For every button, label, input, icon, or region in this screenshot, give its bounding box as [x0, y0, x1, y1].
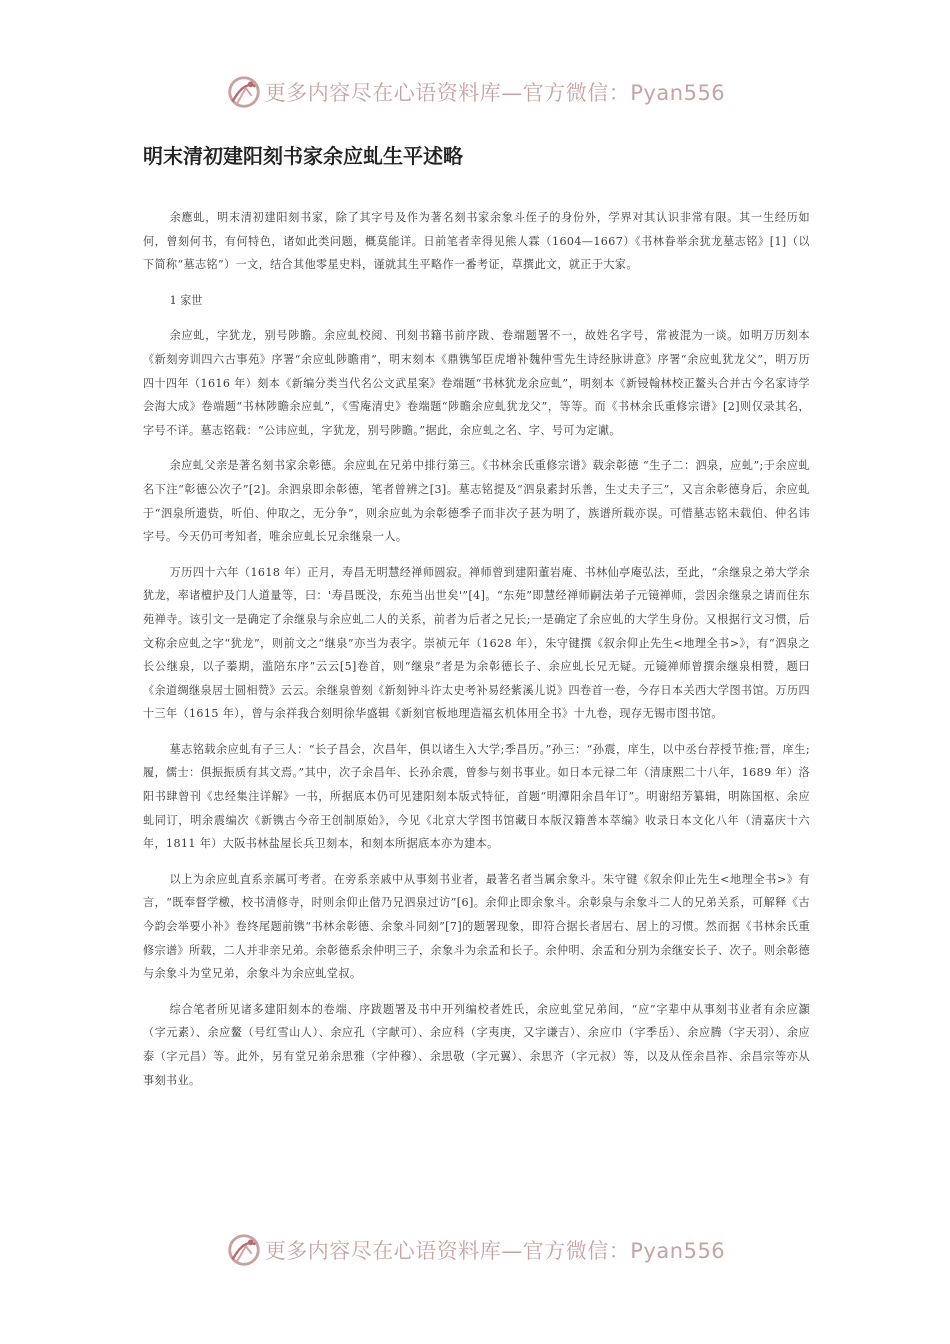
banner-text: 更多内容尽在心语资料库—官方微信：Pyan556	[264, 1239, 726, 1263]
body-paragraph: 余应虬，字犹龙，别号陟瞻。余应虬校阅、刊刻书籍书前序跋、卷端题署不一，故姓名字号，常被混为一谈。如明万历刻本《新刻旁训四六古事苑》序署“余应虬陟瞻甫”，明末刻本《鼎镌邹臣虎增补魏仲雪先生诗经脉讲意》序署“余应虬犹龙父”，明万历四十四年（1616 年）刻本《新编分类当代名公文武星案》卷端题“书林犹龙余应虬”，明刻本《新锓翰林校正鳌头合并古今名家诗学会海大成》卷端题“书林陟瞻余应虬”，《雪庵清史》卷端题“陟瞻余应虬犹龙父”，等等。而《书林余氏重修宗谱》[2]则仅录其名，字号不详。墓志铭载：“公讳应虬，字犹龙，别号陟瞻。”据此，余应虬之名、字、号可为定谳。	[143, 329, 810, 437]
body-paragraph: 墓志铭载余应虬有子三人：“长子昌会，次昌年，俱以诸生入大学;季昌历。”孙三：“孙震，庠生，以中丞台荐授节推;晋，庠生;履，儒士：俱振振质有其文焉。”其中，次子余昌年、长孙余震，曾参与刻书事业。如日本元禄二年（清康熙二十八年，1689 年）洛阳书肆曾刊《忠经集注详解》一书，所据底本仍可见建阳刻本版式特征，首题“明潭阳余昌年订”。明谢绍芳纂辑，明陈国枢、余应虬同订，明余震编次《新镌古今帝王创制原始》，今见《北京大学图书馆藏日本版汉籍善本萃编》收录日本文化八年（清嘉庆十六年，1811 年）大阪书林盐屋长兵卫刻本，和刻本所据底本亦为建本。	[143, 742, 810, 851]
intro-paragraph: 余應虬，明末清初建阳刻书家，除了其字号及作为著名刻书家余象斗侄子的身份外，学界对其认识非常有限。其一生经历如何，曾刻何书，有何特色，诸如此类问题，概莫能详。日前笔者幸得见熊人霖（1604—1667）《书林眷举余犹龙墓志铭》[1]（以下简称“墓志铭”）一文，结合其他零星史料，谨就其生平略作一番考证，草撰此文，就正于大家。	[143, 211, 810, 272]
body-paragraph: 万历四十六年（1618 年）正月，寿昌无明慧经禅师圆寂。禅师曾到建阳董岩庵、书林仙亭庵弘法，至此，“余继泉之弟大学余犹龙，率诸檀护及门人道量等，曰：'寿昌既没，东苑当出世矣'”[4]。“东苑”即慧经禅师嗣法弟子元镜禅师，尝因余继泉之请而住东苑禅寺。该引文一是确定了余继泉与余应虬二人的关系，前者为后者之兄长;一是确定了余应虬的大学生身份。又根据行文习惯，后文称余应虬之字“犹龙”，则前文之“继泉”亦当为表字。崇祯元年（1628 年），朱守键撰《叙余仰止先生<地理全书>》，有“泗泉之长公继泉，以子蓁期，滥陪东序”云云[5]卷首，则“继泉”者是为余彰德长子、余应虬长兄无疑。元镜禅师曾撰余继泉相赞，题曰《余道绸继泉居士圆相赞》云云。余继泉曾刻《新刻钟斗许太史考补易经紫溪儿说》四卷首一卷，今存日本关西大学图书馆。万历四十三年（1615 年），曾与余祥我合刻明徐华盛辑《新刻官板地理造福玄机体用全书》十九卷，现存无锡市图书馆。	[143, 565, 810, 721]
banner-text: 更多内容尽在心语资料库—官方微信：Pyan556	[264, 81, 726, 105]
library-logo-icon	[225, 1231, 263, 1269]
body-paragraph: 综合笔者所见诸多建阳刻本的卷端、序跋题署及书中开列编校者姓氏，余应虬堂兄弟间，“应”字辈中从事刻书业者有余应灝（字元素）、余应鳌（号红雪山人）、余应孔（字献可）、余应科（字夷庚，又字谦吉）、余应巾（字季岳）、余应腾（字天羽）、余应泰（字元昌）等。此外，另有堂兄弟余思雅（字仲穆）、余思敬（字元翼）、余思齐（字元叔）等，以及从侄余昌祚、余昌宗等亦从事刻书业。	[143, 1002, 810, 1087]
header-banner	[0, 72, 950, 112]
body-paragraph: 余应虬父亲是著名刻书家余彰德。余应虬在兄弟中排行第三。《书林余氏重修宗谱》载余彰德 “生子二：泗泉，应虬”;于余应虬名下注“彰德公次子”[2]。余泗泉即余彰德，笔者曾辨之[3]。墓志铭提及“泗泉素封乐善，生丈夫子三”，又言余彰德身后，余应虬于“泗泉所遗赀，听伯、仲取之，无分争”，则余应虬为余彰德季子而非次子甚为明了，族谱所载亦误。可惜墓志铭未载伯、仲名讳字号。今天仍可考知者，唯余应虬长兄余继泉一人。	[143, 459, 810, 544]
article-body	[143, 206, 810, 1104]
body-paragraph: 以上为余应虬直系亲属可考者。在旁系亲戚中从事刻书业者，最著名者当属余象斗。朱守键《叙余仰止先生<地理全书>》有言，“既奉督学檄，校书清修寺，时则余仰止偕乃兄泗泉过访”[6]。余仰止即余象斗。余彰泉与余象斗二人的兄弟关系，可解释《古今韵会举要小补》卷终尾题前镌“书林余彰德、余象斗同刻”[7]的题署现象，即符合据长者居右、居上的习惯。然而据《书林余氏重修宗谱》所载，二人并非亲兄弟。余彰德系余仲明三子，余象斗为余孟和长子。余仲明、余孟和分别为余继安长子、次子。则余彰德与余象斗为堂兄弟，余象斗为余应虬堂叔。	[143, 872, 810, 981]
library-logo-icon	[225, 73, 263, 111]
section-heading: 1 家世	[169, 293, 203, 307]
footer-banner	[0, 1230, 950, 1270]
article-title: 明末清初建阳刻书家余应虬生平述略	[143, 144, 463, 168]
